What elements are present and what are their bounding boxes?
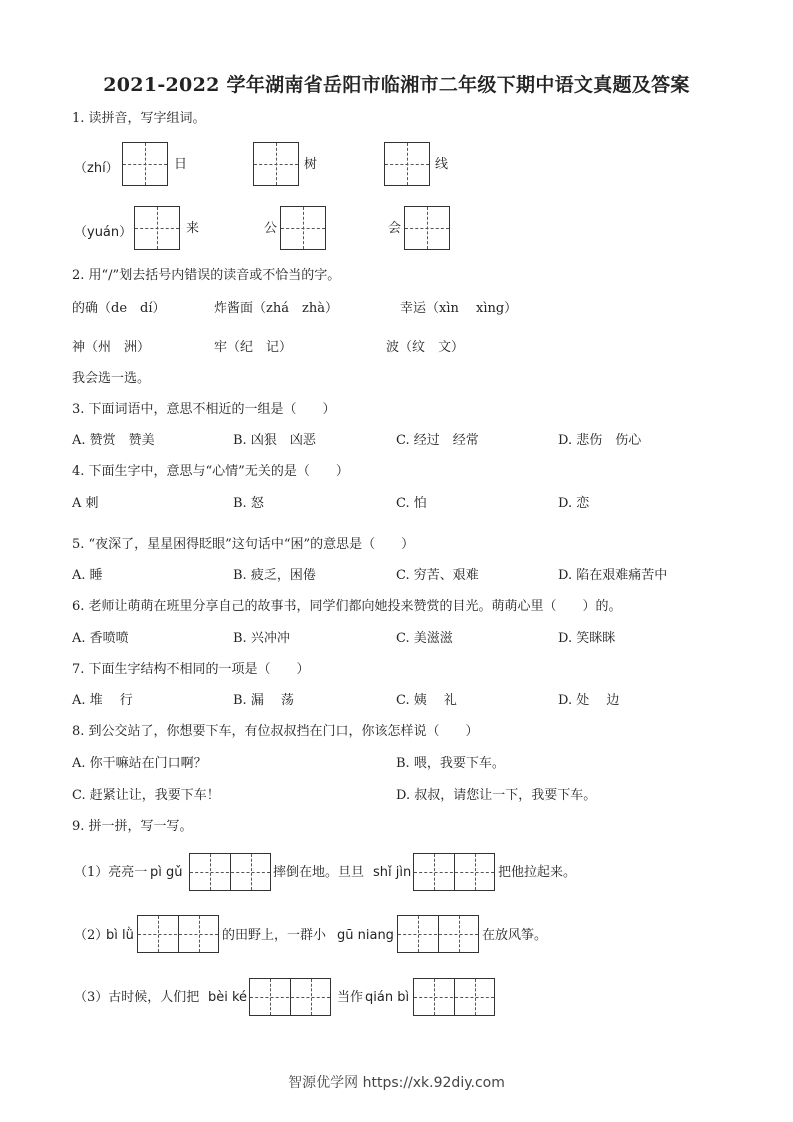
- q5-option-c[interactable]: C. 穷苦、艰难: [396, 568, 479, 583]
- q9-2-text: 的田野上，一群小: [222, 928, 327, 943]
- q8-option-d[interactable]: D. 叔叔，请您让一下，我要下车。: [396, 788, 597, 803]
- q2-prompt: 2. 用“/”划去括号内错误的读音或不恰当的字。: [72, 268, 341, 283]
- q1-word: 树: [304, 157, 318, 172]
- q6-option-d[interactable]: D. 笑眯眯: [558, 631, 616, 646]
- answer-grid[interactable]: [413, 853, 495, 891]
- q9-2-text: （2）: [74, 928, 109, 943]
- q8-option-c[interactable]: C. 赶紧让让，我要下车！: [72, 788, 220, 803]
- answer-grid[interactable]: [189, 853, 271, 891]
- q9-3-text: 当作: [337, 990, 364, 1005]
- q6-option-b[interactable]: B. 兴冲冲: [233, 631, 290, 646]
- q1-pinyin-yuan: （yuán）: [74, 225, 133, 240]
- q9-1-text: 摔倒在地。旦旦: [273, 865, 365, 880]
- char-box[interactable]: [280, 206, 326, 250]
- char-box[interactable]: [253, 142, 299, 186]
- q9-3-text: （3）古时候，人们把: [74, 990, 200, 1005]
- q9-1-text: （1）亮亮一: [74, 865, 148, 880]
- footer-watermark: 智源优学网 https://xk.92diy.com: [288, 1075, 505, 1091]
- answer-grid[interactable]: [413, 978, 495, 1016]
- char-box[interactable]: [384, 142, 430, 186]
- q3-option-c[interactable]: C. 经过 经常: [396, 433, 479, 448]
- q6-stem: 6. 老师让萌萌在班里分享自己的故事书，同学们都向她投来赞赏的目光。萌萌心里（ ）的。: [72, 599, 622, 614]
- q7-stem: 7. 下面生字结构不相同的一项是（ ）: [72, 662, 310, 677]
- q1-prompt: 1. 读拼音，写字组词。: [72, 111, 206, 126]
- q7-option-c[interactable]: C. 姨 礼: [396, 693, 457, 708]
- q4-stem: 4. 下面生字中，意思与“心情”无关的是（ ）: [72, 464, 349, 479]
- q1-word: 线: [435, 157, 449, 172]
- q8-option-b[interactable]: B. 喂，我要下车。: [396, 756, 505, 771]
- q1-word: 来: [186, 221, 200, 236]
- page-title: 2021-2022 学年湖南省岳阳市临湘市二年级下期中语文真题及答案: [103, 74, 690, 96]
- q7-option-a[interactable]: A. 堆 行: [72, 693, 133, 708]
- q4-option-c[interactable]: C. 怕: [396, 496, 427, 511]
- q3-stem: 3. 下面词语中，意思不相近的一组是（ ）: [72, 402, 336, 417]
- q3-option-d[interactable]: D. 悲伤 伤心: [558, 433, 642, 448]
- q3-option-b[interactable]: B. 凶狠 凶恶: [233, 433, 316, 448]
- q7-option-d[interactable]: D. 处 边: [558, 693, 620, 708]
- q4-option-d[interactable]: D. 恋: [558, 496, 590, 511]
- q9-1-pinyin-b: shǐ jìn: [373, 865, 412, 880]
- q2-item[interactable]: 波（纹 文）: [386, 340, 465, 355]
- q5-option-d[interactable]: D. 陷在艰难痛苦中: [558, 568, 668, 583]
- q9-3-pinyin-b: qián bì: [365, 990, 410, 1005]
- q9-2-pinyin-b: gū niang: [337, 928, 394, 943]
- q2-item[interactable]: 幸运（xìn xìng）: [400, 301, 518, 316]
- char-box[interactable]: [404, 206, 450, 250]
- q9-3-pinyin-a: bèi ké: [208, 990, 248, 1005]
- q5-option-b[interactable]: B. 疲乏，困倦: [233, 568, 316, 583]
- q5-stem: 5. “夜深了，星星困得眨眼”这句话中“困”的意思是（ ）: [72, 537, 415, 552]
- q1-word: 日: [174, 157, 188, 172]
- q9-2-pinyin-a: bì lǜ: [106, 928, 134, 943]
- q2-item[interactable]: 的确（de dí）: [72, 301, 166, 316]
- q6-option-c[interactable]: C. 美滋滋: [396, 631, 453, 646]
- char-box[interactable]: [134, 206, 180, 250]
- section-heading: 我会选一选。: [72, 371, 151, 386]
- q7-option-b[interactable]: B. 漏 荡: [233, 693, 294, 708]
- q9-1-pinyin-a: pì gǔ: [150, 865, 183, 880]
- q9-2-text: 在放风筝。: [482, 928, 548, 943]
- q1-word: 公: [264, 221, 278, 236]
- q5-option-a[interactable]: A. 睡: [72, 568, 103, 583]
- q6-option-a[interactable]: A. 香喷喷: [72, 631, 129, 646]
- q8-option-a[interactable]: A. 你干嘛站在门口啊？: [72, 756, 207, 771]
- q1-pinyin-zhi: （zhí）: [74, 161, 119, 176]
- char-box[interactable]: [122, 142, 168, 186]
- answer-grid[interactable]: [137, 915, 219, 953]
- q1-word: 会: [388, 221, 402, 236]
- q8-stem: 8. 到公交站了，你想要下车，有位叔叔挡在门口，你该怎样说（ ）: [72, 724, 479, 739]
- q2-item[interactable]: 炸酱面（zhá zhà）: [214, 301, 338, 316]
- q2-item[interactable]: 神（州 洲）: [72, 340, 151, 355]
- q2-item[interactable]: 牢（纪 记）: [214, 340, 293, 355]
- q4-option-b[interactable]: B. 怒: [233, 496, 264, 511]
- q9-1-text: 把他拉起来。: [498, 865, 577, 880]
- q3-option-a[interactable]: A. 赞赏 赞美: [72, 433, 155, 448]
- answer-grid[interactable]: [249, 978, 331, 1016]
- q9-prompt: 9. 拼一拼，写一写。: [72, 819, 193, 834]
- q4-option-a[interactable]: A 刺: [72, 496, 99, 511]
- answer-grid[interactable]: [397, 915, 479, 953]
